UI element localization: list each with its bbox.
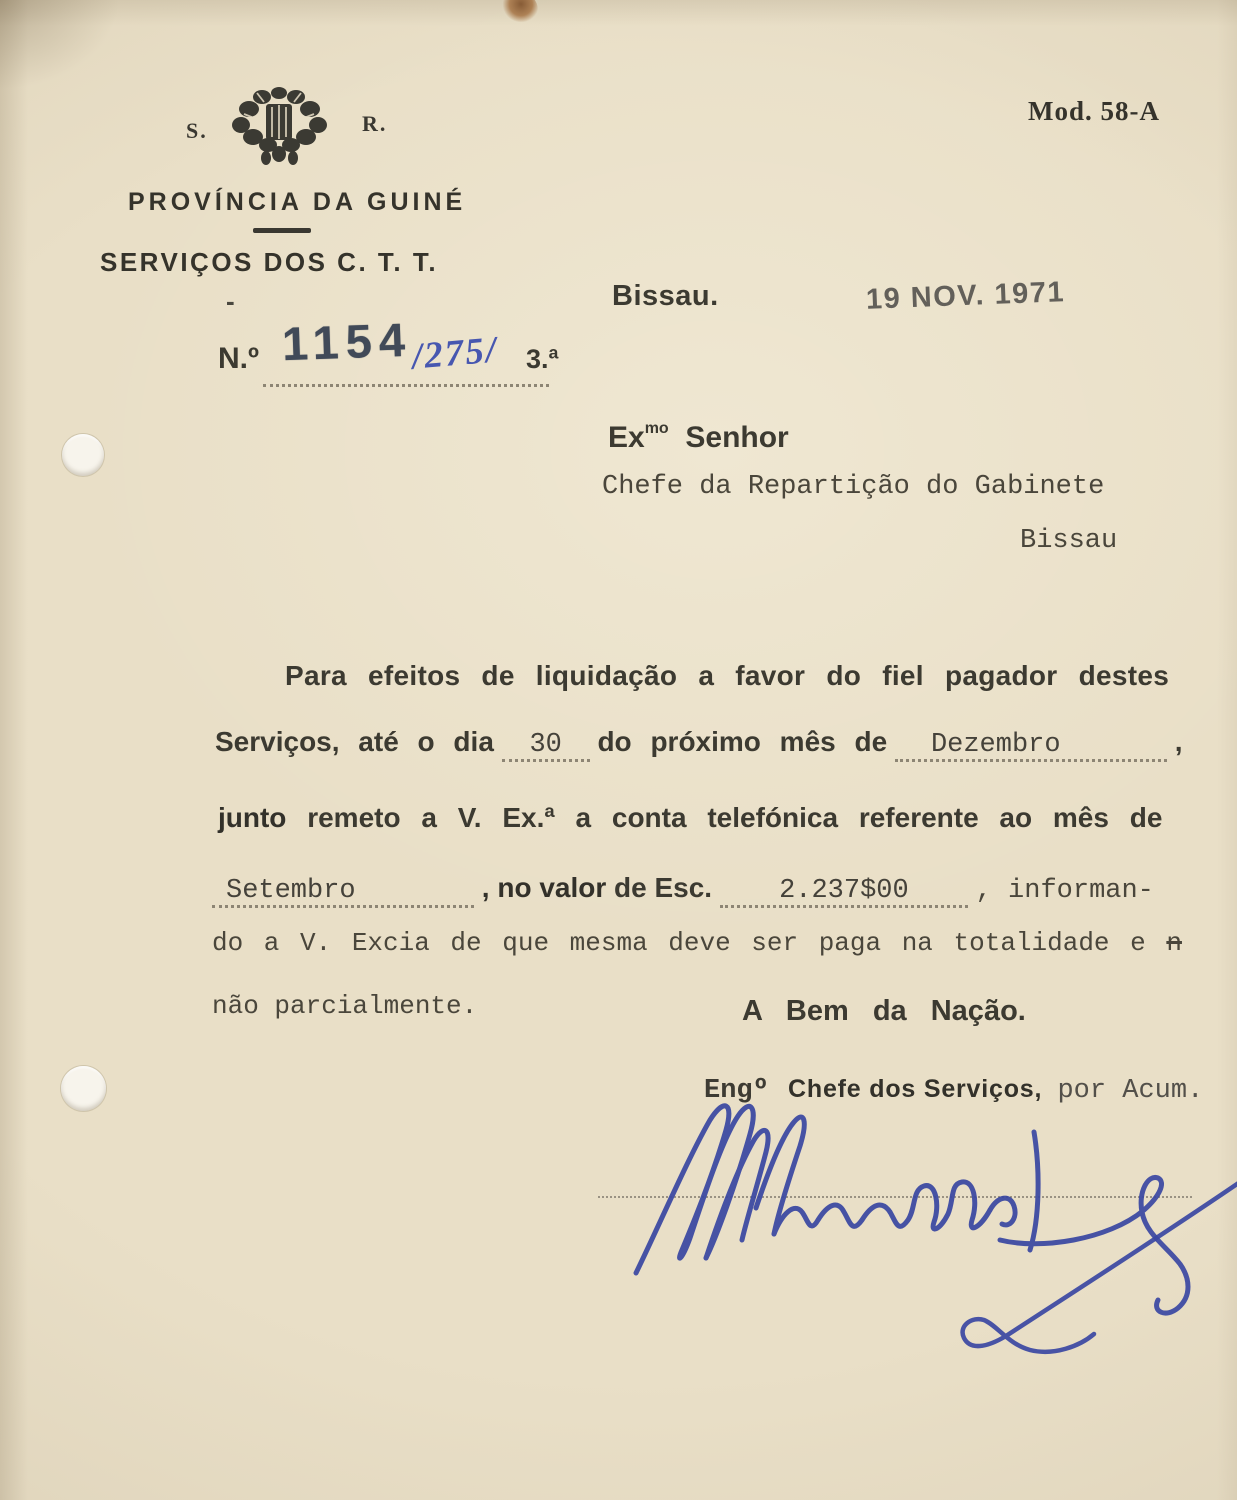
signature — [588, 1088, 1237, 1423]
body-line-4-typed-tail: , informan- — [975, 876, 1154, 906]
org-divider — [253, 228, 311, 233]
salutation-tail: Senhor — [685, 421, 789, 454]
salutation-superscript: mo — [644, 420, 669, 437]
month-fill-in — [895, 728, 1167, 762]
date-stamp: 19 NOV. 1971 — [865, 276, 1066, 316]
salutation — [608, 420, 789, 455]
body-line-6: não parcialmente. — [212, 991, 478, 1021]
coat-of-arms-icon — [224, 80, 334, 173]
body-line-3-bold: junto — [218, 802, 287, 833]
body-line-3 — [218, 802, 1162, 834]
month-value: Dezembro — [930, 730, 1061, 760]
body-line-4 — [212, 872, 1154, 908]
amount-value: 2.237$00 — [779, 876, 909, 906]
form-model-label: Mod. 58-A — [1028, 96, 1160, 126]
body-line-4-printed-bold: , no valor — [481, 872, 607, 903]
body-line-5-text: do a V. Excia de que mesma deve ser paga na totalidade e — [212, 928, 1146, 958]
body-line-2-printed-b: do próximo mês de — [597, 726, 888, 757]
ref-stamped-number: 1154 — [281, 312, 413, 371]
org-name-line1: PROVÍNCIA DA GUINÉ — [128, 188, 467, 216]
ref-handwritten-number: /275/ — [410, 329, 500, 378]
body-line-2-tail: , — [1174, 726, 1183, 757]
amount-fill-in — [720, 874, 968, 908]
place-name: Bissau. — [612, 280, 719, 312]
header-mark-s: S. — [186, 118, 208, 143]
day-value: 30 — [529, 730, 562, 760]
org-small-dash: - — [226, 286, 235, 316]
hole-punch-top — [62, 434, 104, 476]
signoff-typed-prefix: Engº — [704, 1076, 769, 1106]
header-mark-r: R. — [362, 111, 388, 136]
body-line-3-rest: remeto a V. Ex.ª a conta telefónica referente ao mês de — [307, 802, 1163, 833]
month2-fill-in — [212, 874, 474, 908]
ref-label: N.º — [218, 342, 259, 375]
org-name-line2: SERVIÇOS DOS C. T. T. — [100, 247, 439, 277]
body-line-5 — [212, 928, 1182, 958]
salutation-base: Ex — [608, 421, 645, 454]
ref-suffix: 3.ª — [526, 344, 559, 374]
scan-corner-shadow — [0, 0, 120, 90]
signoff-typed-suffix: por Acum. — [1057, 1076, 1204, 1106]
body-line-2-printed-a: Serviços, até o dia — [215, 726, 494, 757]
paper-stain — [498, 0, 542, 27]
addressee-title: Chefe da Repartição do Gabinete — [602, 472, 1105, 502]
hole-punch-bottom — [61, 1066, 106, 1111]
body-line-4-printed-reg: de Esc. — [614, 872, 713, 903]
body-line-1: Para efeitos de liquidação a favor do fiel pagador destes — [285, 660, 1170, 691]
body-line-2 — [215, 726, 1183, 762]
signoff-printed-title: Chefe dos Serviços, — [788, 1075, 1043, 1103]
day-fill-in — [502, 728, 590, 762]
addressee-city: Bissau — [1020, 526, 1118, 556]
body-line-5-struck-char: n — [1166, 928, 1182, 958]
closing-formula: A Bem da Nação. — [742, 995, 1026, 1027]
month2-value: Setembro — [226, 876, 356, 906]
